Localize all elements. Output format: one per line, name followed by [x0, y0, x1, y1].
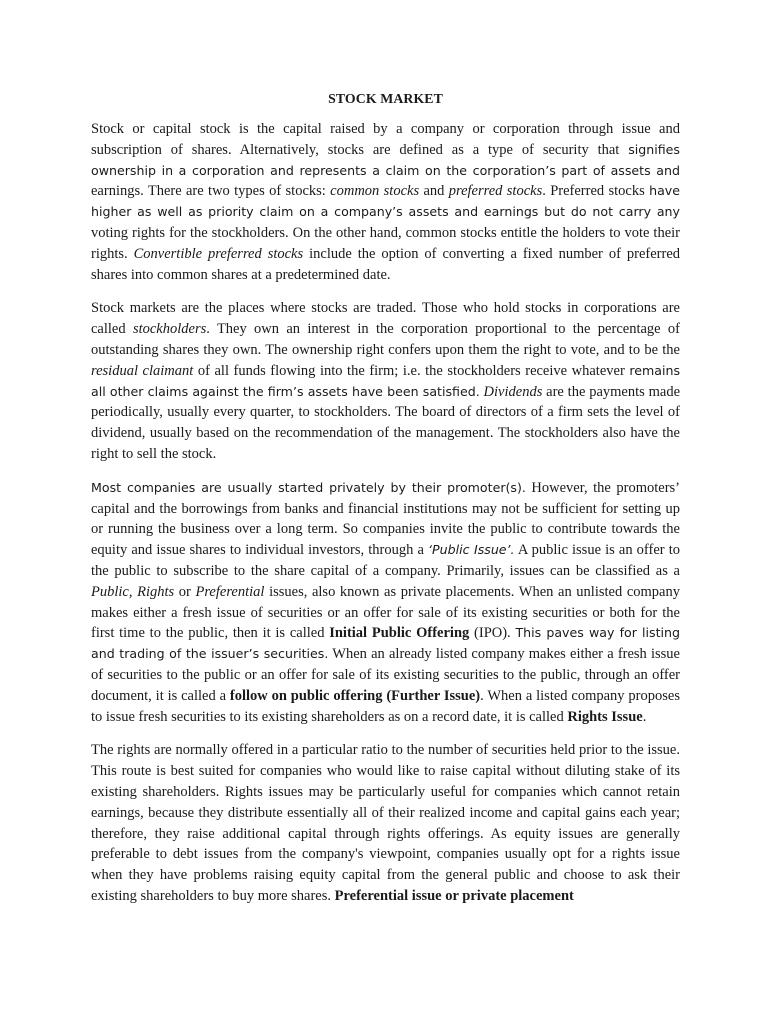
text-run: voting rights for the stockholders. On the other hand, common stocks entitle the holders to vote their rights.	[91, 224, 680, 262]
body-paragraph	[91, 478, 680, 728]
text-run: Most companies are usually started privately by their promoter(s).	[91, 479, 526, 495]
text-run: follow on public offering (Further Issue)	[229, 687, 481, 704]
text-run: are the payments made periodically, usually every quarter, to stockholders. The board of directors of a firm sets the level of dividend, usually based on the recommendation of the management. The stockholders also have the right to sell the stock.	[91, 383, 681, 462]
text-run: Convertible preferred stocks	[133, 245, 304, 262]
document-body	[91, 119, 680, 907]
body-paragraph	[91, 119, 680, 285]
text-run: (IPO).	[469, 625, 516, 642]
text-run: When an already listed company makes either a fresh issue of securities to the public or an offer for sale of its existing securities to the public, through an offer document, it is called a	[91, 646, 680, 704]
body-paragraph	[91, 298, 680, 464]
text-run: ‘Public Issue’.	[428, 542, 515, 558]
text-run: stockholders	[132, 321, 207, 338]
text-run: preferred stocks	[448, 183, 543, 200]
text-run: . They own an interest in the corporation proportional to the percentage of outstanding shares they own. The ownership right confers upon them the right to vote, and to be the	[91, 321, 681, 358]
text-run: Dividends	[483, 383, 543, 400]
text-run: This paves way for listing and trading of the issuer’s securities.	[91, 625, 681, 662]
text-run: include the option of converting a fixed number of preferred shares into common shares at a predetermined date.	[91, 245, 681, 283]
text-run: Stock or capital stock is the capital raised by a company or corporation through issue and subscription of shares. Alternatively, stocks are defined as a type of security that	[91, 121, 680, 158]
text-run: A public issue is an offer to the public to subscribe to the share capital of a company. Primarily, issues can be classified as a	[91, 542, 680, 579]
body-paragraph	[91, 740, 680, 906]
text-run: Stock markets are the places where stocks are traded. Those who hold stocks in corporations are called	[91, 300, 680, 338]
text-run: signifies ownership in a corporation and represents a claim on the corporation’s part of assets and	[91, 141, 680, 178]
text-run: . Preferred stocks	[542, 183, 650, 200]
text-run: issues, also known as private placements. When an unlisted company makes either a fresh issue of securities or an offer for sale of its existing securities or both for the first time to the public, then it is called	[91, 583, 680, 642]
text-run: .	[642, 708, 647, 725]
text-run: residual claimant	[91, 362, 194, 379]
text-run: The rights are normally offered in a particular ratio to the number of securities held prior to the issue. This route is best suited for companies who would like to raise capital without diluting stake of its existing shareholders. Rights issues may be particularly useful for companies which cannot retain earnings, because they distribute essentially all of their realized income and capital gains each year; therefore, they raise additional capital through rights offerings. As equity issues are generally preferable to debt issues from the company's viewpoint, companies usually opt for a rights issue when they have problems raising equity capital from the general public and choose to ask their existing shareholders to buy more shares.	[91, 742, 680, 904]
text-run: earnings. There are two types of stocks:	[91, 183, 331, 200]
text-run: Preferential	[195, 583, 265, 600]
text-run: common stocks	[330, 183, 420, 200]
page-title: STOCK MARKET	[328, 91, 443, 106]
text-run: . When a listed company proposes to issue fresh securities to its existing shareholders as on a record date, it is called	[91, 687, 680, 725]
text-run: Preferential issue or private placement	[334, 887, 574, 904]
text-run: Public, Rights	[91, 583, 175, 600]
text-run: and	[419, 183, 449, 200]
text-run: have higher as well as priority claim on a company’s assets and earnings but do not carry any	[91, 183, 680, 220]
text-run: remains all other claims against the firm’s assets have been satisfied.	[91, 362, 681, 399]
text-run: Rights Issue	[567, 708, 643, 725]
text-run: of all funds flowing into the firm; i.e. the stockholders receive whatever	[193, 362, 630, 379]
text-run: Initial Public Offering	[329, 625, 470, 642]
text-run: or	[174, 583, 196, 600]
text-run: However, the promoters’ capital and the borrowings from banks and financial institutions may not be sufficient for setting up or running the business over a long term. So companies invite the public to contribute towards the equity and issue shares to individual investors, through a	[91, 479, 680, 559]
